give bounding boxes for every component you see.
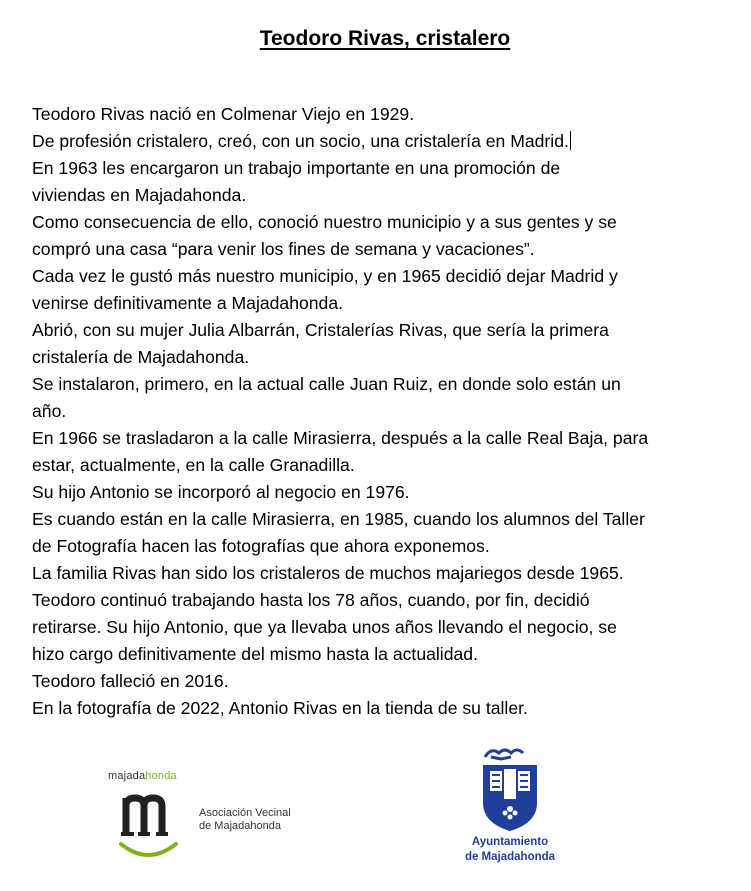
brand-part-2: honda [145, 770, 177, 782]
ayuntamiento-logo [440, 745, 580, 870]
body-line-text: De profesión cristalero, creó, con un socio, una cristalería en Madrid. [32, 131, 569, 151]
body-line [32, 128, 744, 155]
body-line: cristalería de Majadahonda. [32, 347, 250, 367]
body-line: Como consecuencia de ello, conoció nuestro municipio y a sus gentes y se [32, 212, 617, 232]
m-letter-smile-logo-icon [118, 792, 180, 860]
body-line: La familia Rivas han sido los cristaleros de muchos majariegos desde 1965. [32, 563, 624, 583]
brand-part-1: majada [108, 770, 146, 782]
majadahonda-brand [108, 770, 177, 782]
ayuntamiento-name [440, 835, 580, 865]
document-body [32, 101, 744, 722]
asociacion-name-line2: de Majadahonda [199, 820, 281, 832]
body-line: En 1963 les encargaron un trabajo importante en una promoción de [32, 158, 561, 178]
body-line: venirse definitivamente a Majadahonda. [32, 293, 344, 313]
body-line: de Fotografía hacen las fotografías que ahora exponemos. [32, 536, 490, 556]
text-cursor [570, 131, 571, 150]
coat-of-arms-crest-icon [481, 745, 539, 833]
body-line: compró una casa “para venir los fines de semana y vacaciones”. [32, 239, 535, 259]
ayuntamiento-name-line2: de Majadahonda [464, 851, 556, 863]
body-line: viviendas en Majadahonda. [32, 185, 247, 205]
body-line: Teodoro falleció en 2016. [32, 671, 229, 691]
body-line: estar, actualmente, en la calle Granadilla. [32, 455, 355, 475]
asociacion-vecinal-logo [104, 770, 304, 860]
body-line: hizo cargo definitivamente del mismo hasta la actualidad. [32, 644, 478, 664]
body-line: Teodoro continuó trabajando hasta los 78 años, cuando, por fin, decidió [32, 590, 590, 610]
body-line: Cada vez le gustó más nuestro municipio, y en 1965 decidió dejar Madrid y [32, 266, 618, 286]
body-line: En la fotografía de 2022, Antonio Rivas en la tienda de su taller. [32, 698, 528, 718]
asociacion-name-line1: Asociación Vecinal [199, 807, 291, 819]
body-line: Abrió, con su mujer Julia Albarrán, Cristalerías Rivas, que sería la primera [32, 320, 609, 340]
document-title: Teodoro Rivas, cristalero [259, 27, 511, 50]
body-line: retirarse. Su hijo Antonio, que ya llevaba unos años llevando el negocio, se [32, 617, 617, 637]
body-line: Se instalaron, primero, en la actual calle Juan Ruiz, en donde solo están un [32, 374, 621, 394]
body-line: Es cuando están en la calle Mirasierra, en 1985, cuando los alumnos del Taller [32, 509, 645, 529]
body-line: Su hijo Antonio se incorporó al negocio en 1976. [32, 482, 410, 502]
body-line: Teodoro Rivas nació en Colmenar Viejo en 1929. [32, 104, 415, 124]
body-line: En 1966 se trasladaron a la calle Mirasierra, después a la calle Real Baja, para [32, 428, 649, 448]
ayuntamiento-name-line1: Ayuntamiento [471, 836, 549, 848]
asociacion-name [199, 807, 291, 833]
body-line: año. [32, 401, 67, 421]
